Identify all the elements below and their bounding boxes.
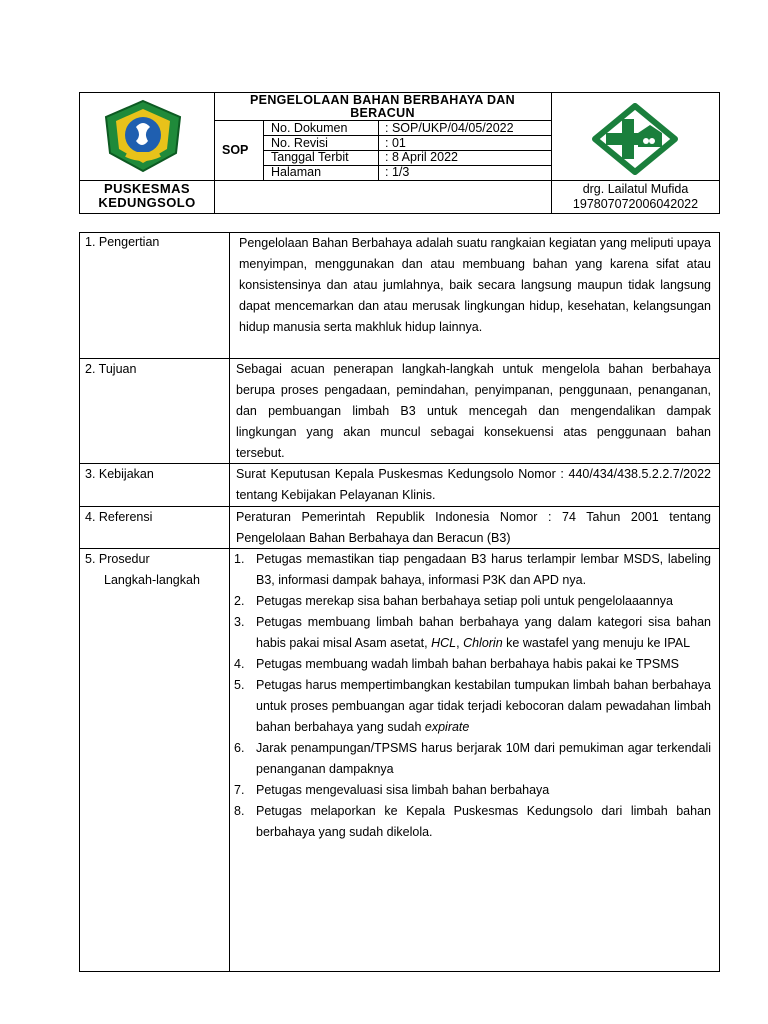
- meta-value-revisi: : 01: [385, 136, 406, 150]
- org-line-2: KEDUNGSOLO: [98, 195, 196, 210]
- label-tujuan: 2. Tujuan: [85, 362, 137, 376]
- label-pengertian: 1. Pengertian: [85, 235, 160, 249]
- meta-label-tanggal: Tanggal Terbit: [271, 150, 349, 164]
- regency-emblem-icon: [100, 97, 186, 175]
- meta-label-dokumen: No. Dokumen: [271, 121, 348, 135]
- label-langkah: Langkah-langkah: [104, 573, 200, 587]
- text-pengertian: Pengelolaan Bahan Berbahaya adalah suatu rangkaian kegiatan yang meliputi upaya menyimpan, menggunakan dan atau membuang bahan yang karena sifat atau konsistensinya dan atau jumlahnya, baik secara langsung maupun tidak langsung dapat mencemarkan dan atau merusak lingkungan hidup, kesehatan, kelangsungan hidup manusia serta makhluk hidup lainnya.: [239, 236, 711, 334]
- org-line-1: PUSKESMAS: [104, 181, 190, 196]
- meta-value-dokumen: : SOP/UKP/04/05/2022: [385, 121, 514, 135]
- document-title: PENGELOLAAN BAHAN BERBAHAYA DAN BERACUN: [250, 93, 515, 120]
- list-item: 6. Jarak penampungan/TPSMS harus berjarak 10M dari pemukiman agar terkendali penanganan dampaknya: [234, 741, 711, 776]
- label-prosedur: 5. Prosedur: [85, 552, 150, 566]
- text-tujuan: Sebagai acuan penerapan langkah-langkah untuk mengelola bahan berbahaya berupa proses pengadaan, pemindahan, penyimpanan, penggunaan, penanganan, dan pembuangan limbah B3 untuk mencegah dan mengendalikan dampak lingkungan yang akan muncul sebagai konsekuensi atas penggunaan bahan tersebut.: [236, 362, 711, 460]
- signer-name: drg. Lailatul Mufida: [582, 182, 689, 196]
- list-item: 5. Petugas harus mempertimbangkan kestabilan tumpukan limbah bahan berbahaya untuk proses pembuangan agar tidak terjadi kebocoran dalam pewadahan limbah bahan berbahaya yang sudah expirate: [234, 678, 711, 734]
- meta-label-revisi: No. Revisi: [271, 136, 328, 150]
- meta-value-halaman: : 1/3: [385, 165, 410, 179]
- signer-block: [552, 182, 719, 211]
- procedure-steps: [230, 549, 711, 843]
- label-kebijakan: 3. Kebijakan: [85, 467, 154, 481]
- list-item: 7. Petugas mengevaluasi sisa limbah bahan berbahaya: [234, 783, 550, 797]
- health-cross-icon: [592, 103, 678, 175]
- label-referensi: 4. Referensi: [85, 510, 153, 524]
- list-item: 1. Petugas memastikan tiap pengadaan B3 harus terlampir lembar MSDS, labeling B3, informasi dampak bahaya, informasi P3K dan APD nya.: [234, 552, 711, 587]
- list-item: 3. Petugas membuang limbah bahan berbahaya yang dalam kategori sisa bahan habis pakai misal Asam asetat, HCL, Chlorin ke wastafel yang menuju ke IPAL: [234, 615, 711, 650]
- meta-value-tanggal: : 8 April 2022: [385, 150, 458, 164]
- meta-label-halaman: Halaman: [271, 165, 322, 179]
- org-name: [80, 182, 214, 210]
- signer-nip: 197807072006042022: [572, 196, 699, 211]
- sop-label: SOP: [222, 143, 249, 157]
- list-item: 2. Petugas merekap sisa bahan berbahaya setiap poli untuk pengelolaaannya: [234, 594, 673, 608]
- list-item: 4. Petugas membuang wadah limbah bahan berbahaya habis pakai ke TPSMS: [234, 657, 679, 671]
- text-kebijakan: Surat Keputusan Kepala Puskesmas Kedungsolo Nomor : 440/434/438.5.2.2.7/2022 tentang Kebijakan Pelayanan Klinis.: [236, 467, 711, 502]
- text-referensi: Peraturan Pemerintah Republik Indonesia Nomor : 74 Tahun 2001 tentang Pengelolaan Bahan Berbahaya dan Beracun (B3): [236, 510, 711, 545]
- list-item: 8. Petugas melaporkan ke Kepala Puskesmas Kedungsolo dari limbah bahan berbahaya yang sudah dikelola.: [234, 804, 711, 839]
